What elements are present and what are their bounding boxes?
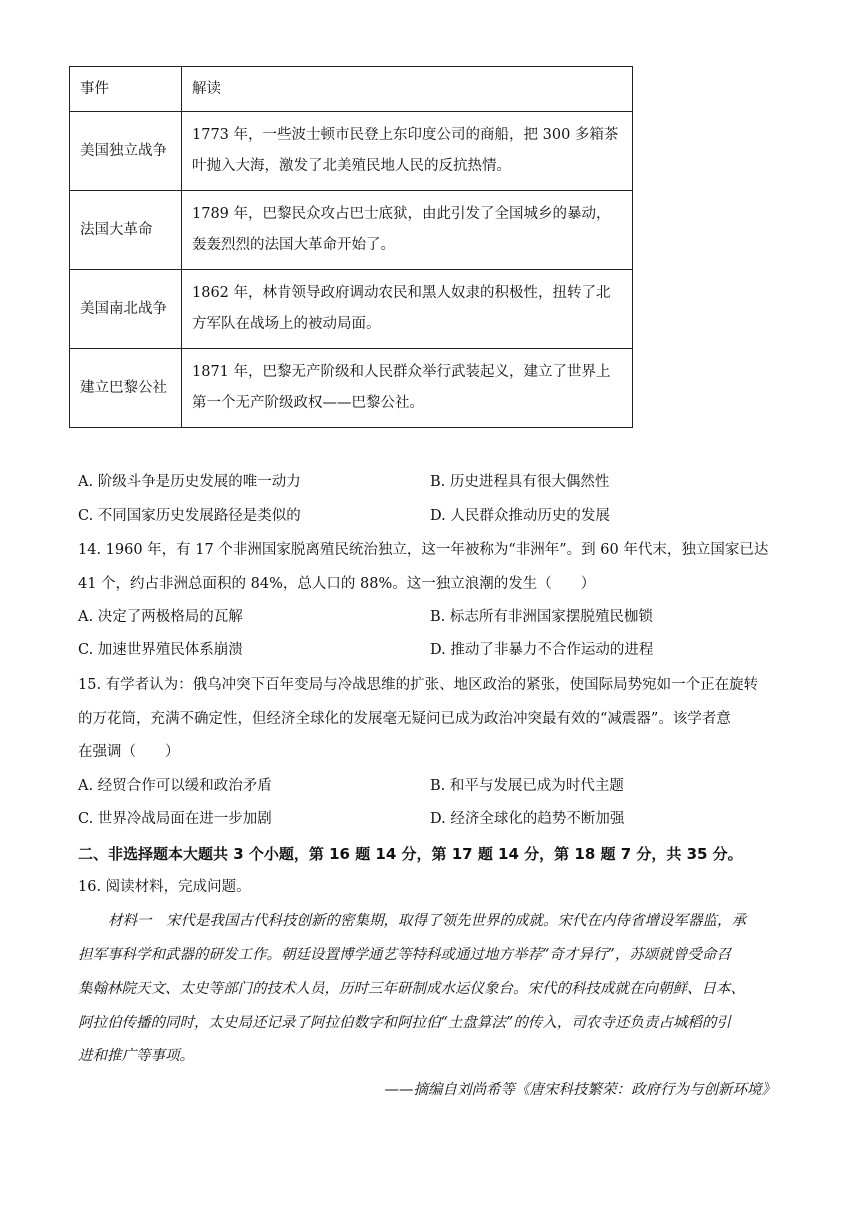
table-row [70,270,633,349]
interpretation-cell: 1773 年，一些波士顿市民登上东印度公司的商船，把 300 多箱茶 叶抛入大海，激发了北美殖民地人民的反抗热情。 [182,112,633,191]
q14-option-c[interactable]: C. 加速世界殖民体系崩溃 [78,642,243,658]
q15-stem-line: 在强调（ ） [78,744,180,760]
event-cell: 美国南北战争 [70,270,182,349]
table-header-row [70,67,633,112]
table-row [70,112,633,191]
q15-option-d[interactable]: D. 经济全球化的趋势不断加强 [430,811,625,827]
events-table [69,66,633,428]
header-interpretation: 解读 [182,67,633,112]
q15-option-a[interactable]: A. 经贸合作可以缓和政治矛盾 [78,778,272,794]
interpretation-cell: 1789 年，巴黎民众攻占巴士底狱，由此引发了全国城乡的暴动， 轰轰烈烈的法国大革命开始了。 [182,191,633,270]
section-heading: 二、非选择题本大题共 3 个小题，第 16 题 14 分，第 17 题 14 分，第 18 题 7 分，共 35 分。 [78,845,743,863]
interpretation-cell: 1862 年，林肯领导政府调动农民和黑人奴隶的积极性，扭转了北 方军队在战场上的被动局面。 [182,270,633,349]
material-line: 集翰林院天文、太史等部门的技术人员，历时三年研制成水运仪象台。宋代的科技成就在向朝鲜、日本、 [78,981,745,997]
material-line: 材料一 宋代是我国古代科技创新的密集期，取得了领先世界的成就。宋代在内侍省增设军器监，承 [108,913,746,929]
q13-option-b[interactable]: B. 历史进程具有很大偶然性 [430,474,610,490]
material-source: ——摘编自刘尚希等《唐宋科技繁荣：政府行为与创新环境》 [384,1082,776,1098]
material-line: 阿拉伯传播的同时，太史局还记录了阿拉伯数字和阿拉伯“土盘算法”的传入，司农寺还负责占城稻的引 [78,1015,731,1031]
q13-option-a[interactable]: A. 阶级斗争是历史发展的唯一动力 [78,474,301,490]
q13-option-d[interactable]: D. 人民群众推动历史的发展 [430,508,610,524]
q16-intro: 16. 阅读材料，完成问题。 [78,879,251,895]
event-cell: 建立巴黎公社 [70,349,182,428]
event-cell: 美国独立战争 [70,112,182,191]
material-line: 进和推广等事项。 [78,1048,194,1064]
material-line: 担军事科学和武器的研发工作。朝廷设置博学通艺等特科或通过地方举荐“奇才异行”，苏颂就曾受命召 [78,947,731,963]
q15-option-c[interactable]: C. 世界冷战局面在进一步加剧 [78,811,272,827]
q15-stem-line: 的万花筒，充满不确定性，但经济全球化的发展毫无疑问已成为政治冲突最有效的“减震器”。该学者意 [78,711,731,727]
event-cell: 法国大革命 [70,191,182,270]
q15-stem-line: 15. 有学者认为：俄乌冲突下百年变局与冷战思维的扩张、地区政治的紧张，使国际局势宛如一个正在旋转 [78,677,759,693]
table-row [70,349,633,428]
q14-option-a[interactable]: A. 决定了两极格局的瓦解 [78,609,243,625]
q14-stem-line: 14. 1960 年，有 17 个非洲国家脱离殖民统治独立，这一年被称为“非洲年”。到 60 年代末，独立国家已达 [78,542,769,558]
q13-option-c[interactable]: C. 不同国家历史发展路径是类似的 [78,508,301,524]
q14-option-b[interactable]: B. 标志所有非洲国家摆脱殖民枷锁 [430,609,653,625]
q14-option-d[interactable]: D. 推动了非暴力不合作运动的进程 [430,642,654,658]
q15-option-b[interactable]: B. 和平与发展已成为时代主题 [430,778,624,794]
q14-stem-line: 41 个，约占非洲总面积的 84%，总人口的 88%。这一独立浪潮的发生（ ） [78,576,596,592]
interpretation-cell: 1871 年，巴黎无产阶级和人民群众举行武装起义，建立了世界上 第一个无产阶级政权——巴黎公社。 [182,349,633,428]
header-event: 事件 [70,67,182,112]
table-row [70,191,633,270]
